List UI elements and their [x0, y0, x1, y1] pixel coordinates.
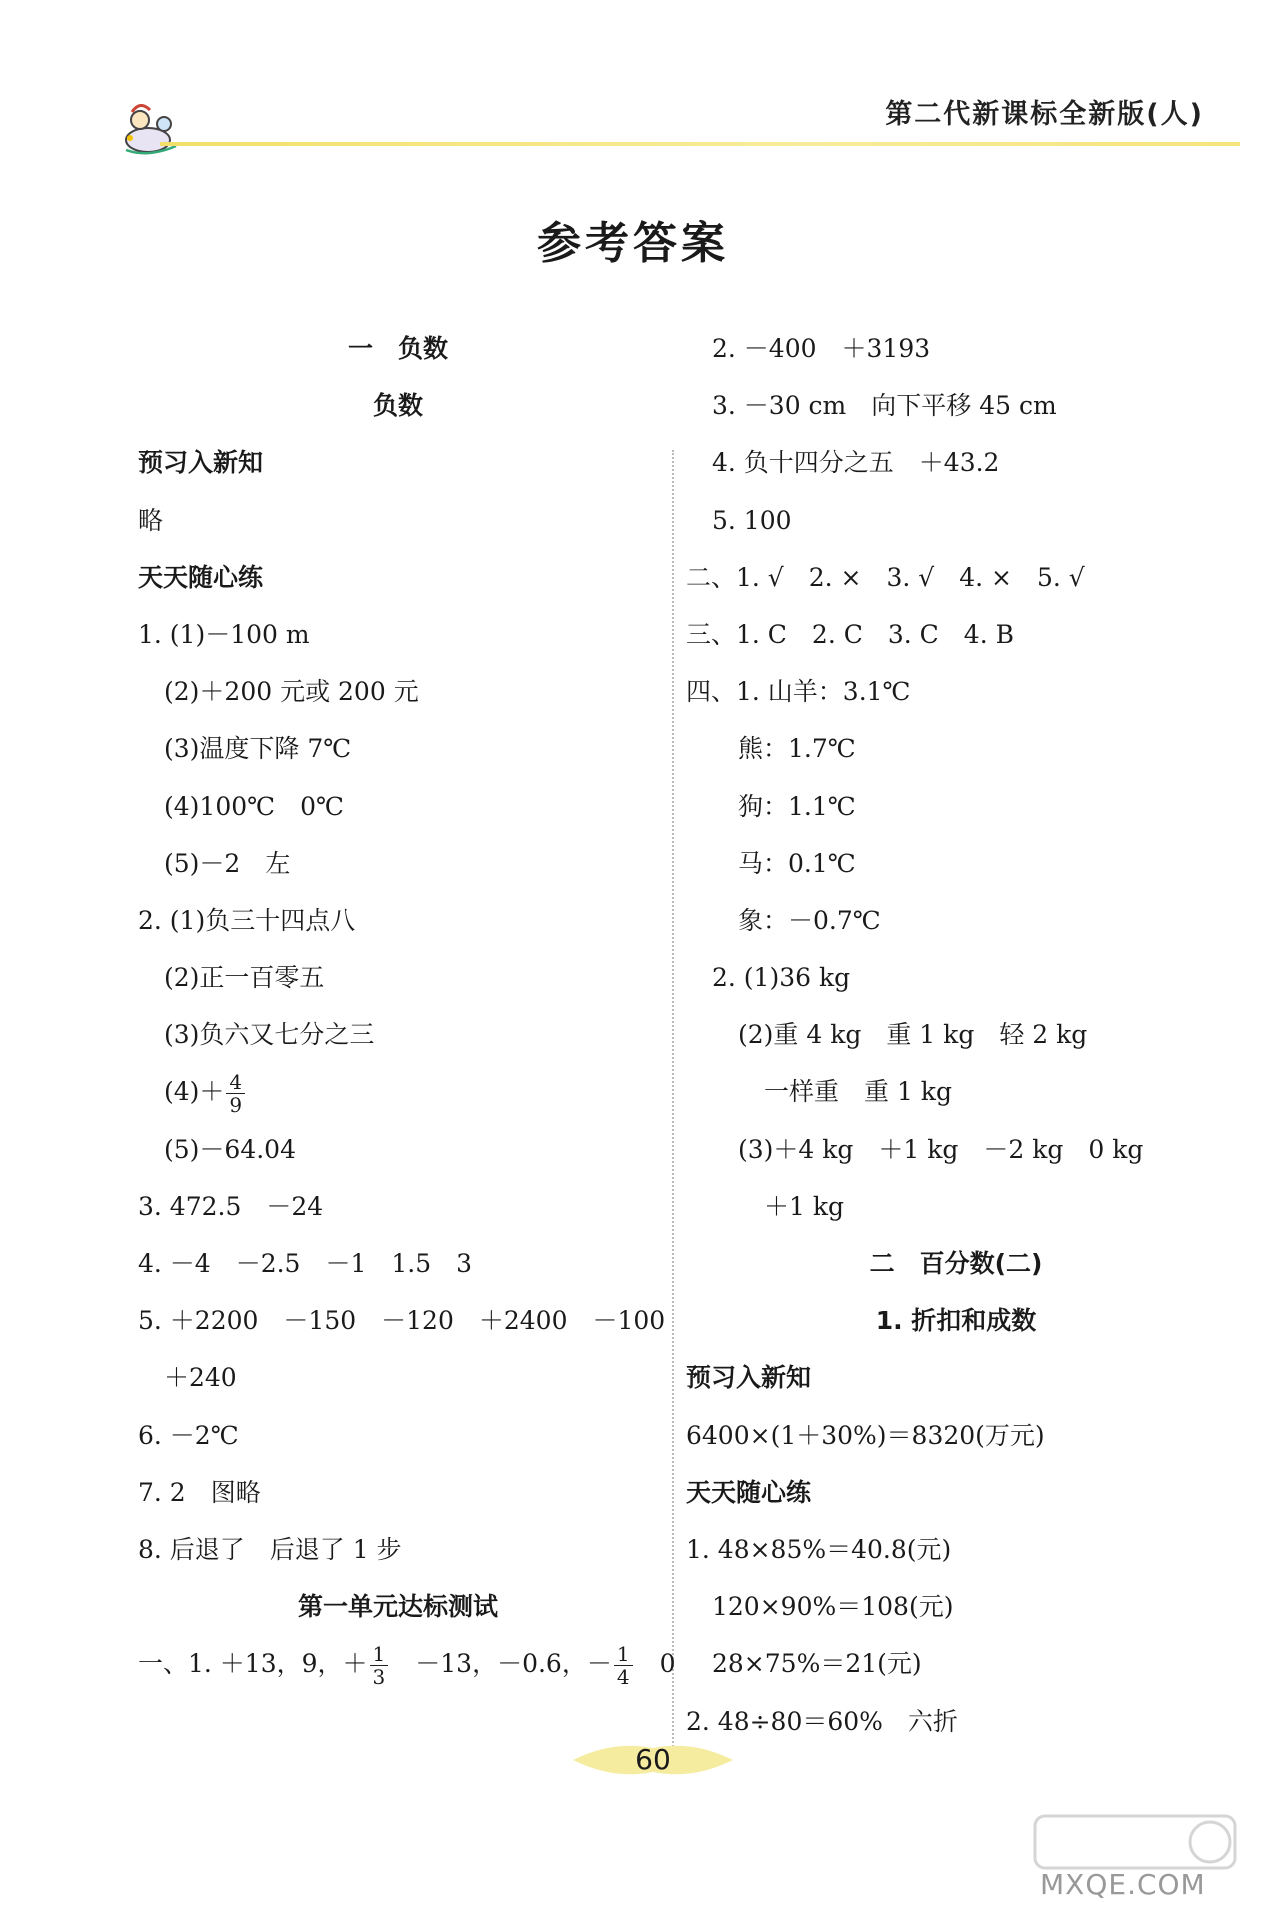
answer-text: (5)－2 左 [164, 848, 291, 878]
answer-text: 7. 2 图略 [138, 1477, 261, 1507]
answer-line [686, 1407, 1226, 1464]
answer-text: (2)正一百零五 [164, 963, 325, 993]
answer-text: (2)重 4 kg 重 1 kg 轻 2 kg [738, 1020, 1088, 1050]
answer-text: 一、1. ＋13，9，＋ [138, 1649, 368, 1679]
answer-line [686, 1063, 1226, 1120]
answer-text: 2. (1)36 kg [712, 963, 851, 993]
answer-line [686, 1121, 1226, 1178]
answer-line [138, 1178, 658, 1235]
answer-text: 一 负数 [347, 334, 448, 363]
answer-text: (3)温度下降 7℃ [164, 734, 352, 764]
answer-text: 二 百分数(二) [869, 1249, 1043, 1278]
answer-text: (4)100℃ 0℃ [164, 791, 344, 821]
answer-line [138, 1635, 676, 1692]
answer-text: ＋1 kg [764, 1191, 845, 1221]
answer-text: 1. (1)－100 m [138, 619, 310, 649]
fraction-denominator: 4 [616, 1665, 630, 1690]
answer-text: 0 [634, 1649, 676, 1679]
page-number: 60 [635, 1743, 671, 1776]
header-rule [160, 142, 1240, 146]
section-heading [138, 377, 658, 434]
fraction-denominator: 3 [372, 1665, 386, 1690]
answer-text: 120×90%＝108(元) [712, 1592, 954, 1622]
answer-line [686, 892, 1226, 949]
answer-line [138, 606, 658, 663]
section-heading [138, 1578, 658, 1635]
answer-line [686, 492, 1226, 549]
fraction [370, 1643, 389, 1688]
fraction-denominator: 9 [229, 1093, 243, 1118]
answer-text: 三、1. C 2. C 3. C 4. B [686, 619, 1014, 649]
answer-text: 预习入新知 [686, 1363, 812, 1393]
left-column [138, 320, 676, 1693]
fraction [226, 1071, 245, 1116]
answer-line [138, 778, 658, 835]
watermark-text: MXQE.COM [1040, 1868, 1206, 1901]
answer-text: (3)＋4 kg ＋1 kg －2 kg 0 kg [738, 1134, 1144, 1164]
section-heading [686, 1464, 1226, 1521]
answer-text: (4)＋ [164, 1077, 225, 1107]
answer-line [686, 549, 1226, 606]
answer-line [138, 1521, 658, 1578]
answer-line [138, 1407, 658, 1464]
answer-text: (5)－64.04 [164, 1134, 296, 1164]
section-heading [138, 434, 658, 491]
answer-text: 略 [138, 505, 164, 535]
answer-line [138, 720, 658, 777]
answer-line [686, 949, 1226, 1006]
answer-line [138, 663, 658, 720]
series-title: 第二代新课标全新版(人) [885, 99, 1204, 130]
answer-line [138, 1121, 658, 1178]
answer-text: 负数 [372, 391, 423, 421]
answer-text: 28×75%＝21(元) [712, 1649, 922, 1679]
section-heading [138, 549, 658, 606]
answer-line [686, 720, 1226, 777]
answer-line [138, 1235, 658, 1292]
answer-line [686, 778, 1226, 835]
answer-text: 一样重 重 1 kg [764, 1077, 952, 1107]
section-heading [686, 1349, 1226, 1406]
answer-line [138, 1464, 658, 1521]
fraction-numerator: 4 [226, 1071, 245, 1094]
answer-text: 第一单元达标测试 [297, 1592, 498, 1622]
answer-text: 3. －30 cm 向下平移 45 cm [712, 391, 1057, 421]
answer-text: 6. －2℃ [138, 1420, 239, 1450]
cartoon-logo-icon [118, 98, 188, 160]
answer-text: －13，－0.6，－ [390, 1649, 612, 1679]
answer-text: 天天随心练 [686, 1477, 812, 1507]
answer-line [138, 1292, 666, 1349]
section-heading [686, 1235, 1226, 1292]
answer-text: 3. 472.5 －24 [138, 1191, 324, 1221]
answer-line [686, 434, 1226, 491]
answer-text: 狗：1.1℃ [738, 791, 856, 821]
answer-text: 2. －400 ＋3193 [712, 334, 931, 363]
answer-text: 象：－0.7℃ [738, 905, 881, 935]
answer-line [686, 1006, 1226, 1063]
answer-text: 1. 折扣和成数 [875, 1306, 1037, 1336]
answer-line [138, 492, 658, 549]
fraction-numerator: 1 [370, 1643, 389, 1666]
answer-line [138, 1006, 658, 1063]
answer-text: (2)＋200 元或 200 元 [164, 677, 419, 707]
answer-text: 马：0.1℃ [738, 848, 856, 878]
answer-text: 天天随心练 [138, 562, 264, 592]
answer-line [138, 1063, 658, 1120]
answer-line [686, 663, 1226, 720]
answer-line [686, 1578, 1226, 1635]
answer-line [686, 320, 1226, 377]
answer-line [138, 835, 658, 892]
answer-line [138, 1349, 658, 1406]
fraction [614, 1643, 633, 1688]
answer-text: 8. 后退了 后退了 1 步 [138, 1534, 402, 1564]
answer-text: 二、1. √ 2. × 3. √ 4. × 5. √ [686, 562, 1085, 592]
column-divider [672, 450, 674, 1750]
answer-line [138, 892, 658, 949]
page-number-badge [573, 1740, 733, 1780]
answer-line [686, 1521, 1226, 1578]
answer-text: 预习入新知 [138, 448, 264, 478]
page-title: 参考答案 [537, 218, 729, 269]
answer-line [686, 1693, 1226, 1750]
right-column [686, 320, 1226, 1750]
fraction-numerator: 1 [614, 1643, 633, 1666]
answer-text: 5. ＋2200 －150 －120 ＋2400 －100 [138, 1306, 666, 1336]
answer-text: 6400×(1＋30%)＝8320(万元) [686, 1420, 1045, 1450]
answer-line [686, 1178, 1226, 1235]
section-heading [138, 320, 658, 377]
answer-text: 2. (1)负三十四点八 [138, 905, 356, 935]
answer-text: 2. 48÷80＝60% 六折 [686, 1706, 958, 1736]
answer-line [686, 835, 1226, 892]
answer-text: 4. －4 －2.5 －1 1.5 3 [138, 1249, 473, 1278]
answer-text: (3)负六又七分之三 [164, 1020, 375, 1050]
answer-text: 1. 48×85%＝40.8(元) [686, 1534, 952, 1564]
answer-line [138, 949, 658, 1006]
answer-text: 熊：1.7℃ [738, 734, 856, 764]
answer-line [686, 377, 1226, 434]
answer-text: ＋240 [164, 1363, 237, 1393]
answer-line [686, 1635, 1226, 1692]
answer-text: 四、1. 山羊：3.1℃ [686, 677, 911, 707]
answer-line [686, 606, 1226, 663]
answer-text: 4. 负十四分之五 ＋43.2 [712, 448, 1000, 478]
section-heading [686, 1292, 1226, 1349]
answer-text: 5. 100 [712, 505, 792, 535]
